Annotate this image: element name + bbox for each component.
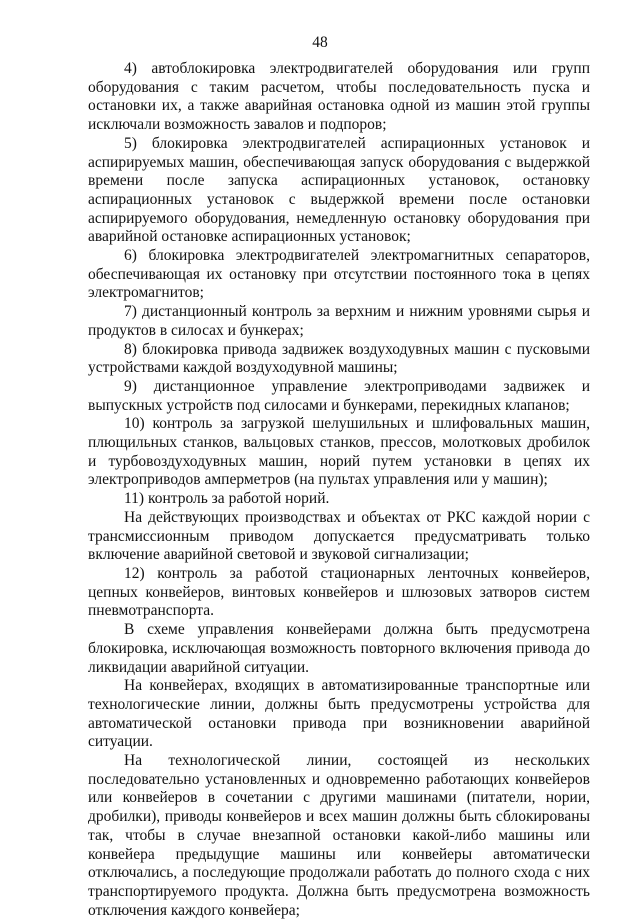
- document-body: [88, 60, 590, 920]
- paragraph-item-6: 6) блокировка электродвигателей электромагнитных сепараторов, обеспечивающая их остановку при отсутствии постоянного тока в цепях электромагнитов;: [88, 247, 590, 302]
- paragraph-item-10: 10) контроль за загрузкой шелушильных и шлифовальных машин, плющильных станков, вальцовых станков, прессов, молотковых дробилок и турбовоздуходувных машин, норий путем установки в цепях их электроприводов амперметров (на пультах управления или у машин);: [88, 415, 590, 489]
- paragraph-item-12: 12) контроль за работой стационарных ленточных конвейеров, цепных конвейеров, винтовых конвейеров и шлюзовых затворов систем пневмотранспорта.: [88, 564, 590, 620]
- paragraph-item-5: 5) блокировка электродвигателей аспирационных установок и аспирируемых машин, обеспечивающая запуск оборудования с выдержкой времени после запуска аспирационных установок, остановку аспирационных установок с выдержкой времени после остановки аспирируемого оборудования, немедленную остановку оборудования при аварийной остановке аспирационных установок;: [88, 134, 590, 246]
- paragraph-automated-lines: На конвейерах, входящих в автоматизированные транспортные или технологические линии, должны быть предусмотрены устройства для автоматической остановки привода при возникновении аварийной ситуации.: [88, 677, 590, 751]
- paragraph-item-8: 8) блокировка привода задвижек воздуходувных машин с пусковыми устройствами каждой воздуходувной машины;: [88, 340, 590, 377]
- paragraph-item-4: 4) автоблокировка электродвигателей оборудования или групп оборудования с таким расчетом, чтобы последовательность пуска и остановки их, а также аварийная остановка одной из машин этой группы исключали возможность завалов и подпоров;: [88, 60, 590, 134]
- paragraph-item-9: 9) дистанционное управление электроприводами задвижек и выпускных устройств под силосами и бункерами, перекидных клапанов;: [88, 377, 590, 414]
- paragraph-item-11: 11) контроль за работой норий.: [124, 490, 330, 508]
- paragraph-technological-line: На технологической линии, состоящей из нескольких последовательно установленных и одновременно работающих конвейеров или конвейеров в сочетании с другими машинами (питатели, нории, дробилки), приводы конвейеров и всех машин должны быть сблокированы так, чтобы в случае внезапной остановки какой-либо машины или конвейера предыдущие машины или конвейеры автоматически отключались, а последующие продолжали работать до полного схода с них транспортируемого продукта. Должна быть предусмотрена возможность отключения каждого конвейера;: [88, 752, 590, 919]
- paragraph-conveyor-blocking: В схеме управления конвейерами должна быть предусмотрена блокировка, исключающая возможность повторного включения привода до ликвидации аварийной ситуации.: [88, 621, 590, 676]
- paragraph-rks-norii: На действующих производствах и объектах от РКС каждой нории с трансмиссионным приводом допускается предусматривать только включение аварийной световой и звуковой сигнализации;: [88, 508, 590, 564]
- page-number: 48: [312, 34, 328, 51]
- paragraph-item-7: 7) дистанционный контроль за верхним и нижним уровнями сырья и продуктов в силосах и бункерах;: [88, 303, 590, 339]
